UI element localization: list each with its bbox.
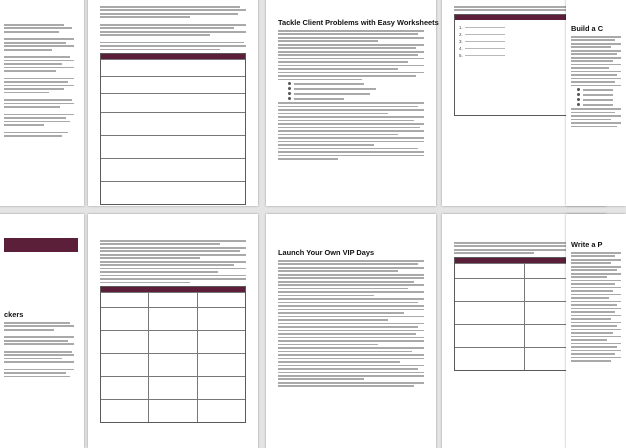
page-heading: Build a C bbox=[571, 24, 604, 33]
page-body bbox=[571, 24, 626, 129]
page-body bbox=[100, 240, 246, 427]
page-body bbox=[278, 248, 428, 389]
worksheet-table bbox=[100, 286, 246, 423]
worksheet-table bbox=[100, 53, 246, 205]
header-bar bbox=[4, 238, 78, 252]
document-page-r2c2 bbox=[88, 214, 258, 448]
document-page-r1c1 bbox=[0, 0, 84, 206]
page-heading: Write a P bbox=[571, 240, 603, 249]
page-heading: Launch Your Own VIP Days bbox=[278, 248, 375, 257]
page-body bbox=[4, 310, 78, 379]
page-body bbox=[4, 24, 78, 139]
document-page-r1c3 bbox=[266, 0, 439, 206]
document-page-r2c5 bbox=[566, 214, 626, 448]
page-body bbox=[100, 6, 246, 209]
document-page-r2c1 bbox=[0, 214, 84, 448]
document-page-r2c3 bbox=[266, 214, 436, 448]
page-body bbox=[571, 240, 626, 364]
page-body bbox=[278, 18, 439, 162]
document-page-r1c5 bbox=[566, 0, 626, 206]
document-page-r1c2 bbox=[88, 0, 258, 206]
worksheet-table: 1. 2. 3. 4. 5. bbox=[454, 14, 594, 116]
page-heading: Tackle Client Problems with Easy Worksheets bbox=[278, 18, 439, 27]
page-heading: ckers bbox=[4, 310, 24, 319]
